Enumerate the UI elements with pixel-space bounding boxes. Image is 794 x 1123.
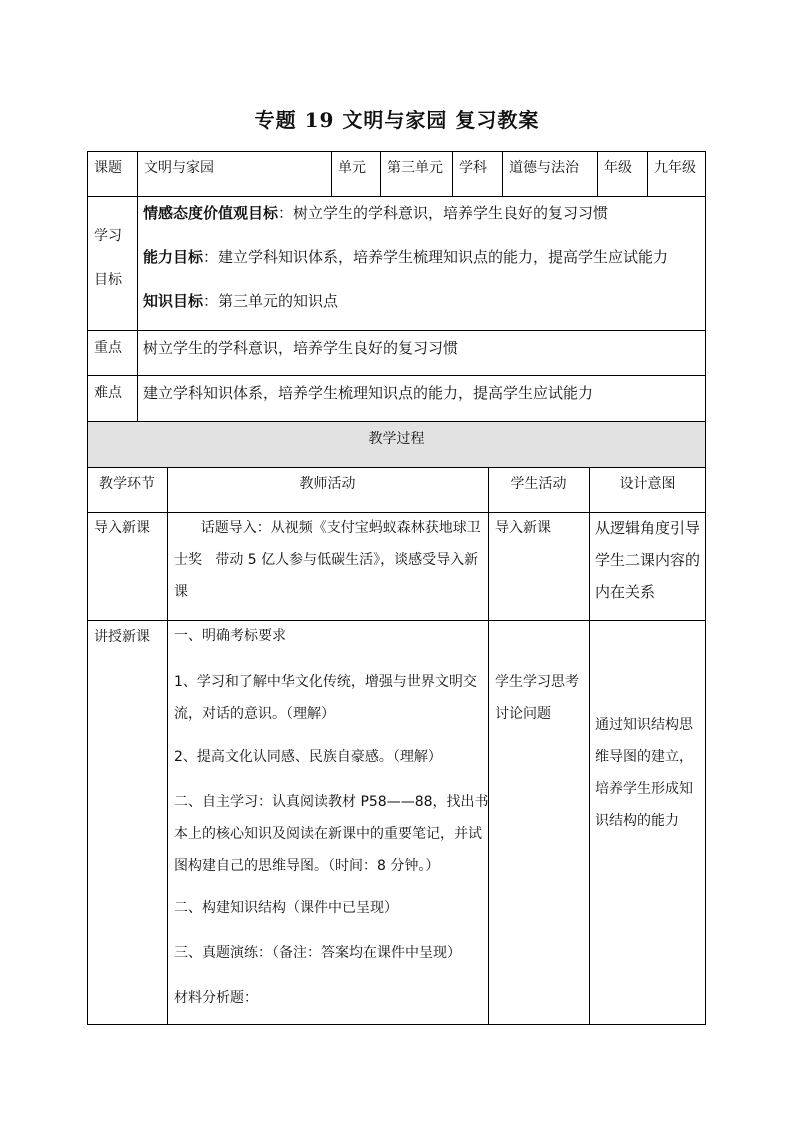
- lecture-intent-line: 培养学生形成知: [595, 781, 693, 797]
- table-border: [705, 151, 706, 1025]
- intro-student: 导入新课: [495, 520, 551, 536]
- lecture-teacher-line: 1、学习和了解中华文化传统，增强与世界文明交: [174, 674, 477, 690]
- lecture-teacher-line: 二、构建知识结构（课件中已呈现）: [174, 900, 398, 916]
- lecture-intent-line: 识结构的能力: [595, 813, 679, 829]
- lecture-stage: 讲授新课: [94, 629, 150, 645]
- subject-label: 课题: [94, 160, 122, 176]
- unit-value: 第三单元: [387, 160, 443, 176]
- ability-objective: [143, 246, 668, 268]
- lecture-intent-line: 维导图的建立，: [595, 749, 693, 765]
- lecture-teacher-line: 二、自主学习：认真阅读教材 P58——88，找出书: [174, 794, 489, 810]
- lecture-teacher-line: 材料分析题：: [174, 990, 258, 1006]
- grade-value: 九年级: [654, 160, 696, 176]
- lecture-teacher-line: 流，对话的意识。（理解）: [174, 706, 335, 722]
- intro-intent-line: 内在关系: [595, 583, 656, 601]
- lecture-teacher-line: 本上的核心知识及阅读在新课中的重要笔记，并试: [174, 826, 482, 842]
- difficulty-text: 建立学科知识体系，培养学生梳理知识点的能力，提高学生应试能力: [143, 384, 594, 402]
- lecture-teacher-line: 2、提高文化认同感、民族自豪感。（理解）: [174, 749, 442, 765]
- lecture-student-line: 学生学习思考: [495, 674, 579, 690]
- column-header-intent: 设计意图: [619, 476, 676, 492]
- subject-value: 文明与家园: [144, 160, 214, 176]
- lecture-teacher-line: 图构建自己的思维导图。（时间：8 分钟。）: [174, 858, 440, 874]
- objectives-label-2: 目标: [94, 272, 122, 288]
- intro-intent-line: 从逻辑角度引导: [595, 519, 701, 537]
- lecture-intent-line: 通过知识结构思: [595, 717, 693, 733]
- knowledge-objective-label: 知识目标: [143, 292, 204, 310]
- table-border: [87, 421, 706, 422]
- column-header-stage: 教学环节: [99, 476, 155, 492]
- table-border: [488, 467, 489, 1024]
- column-header-teacher: 教师活动: [299, 476, 356, 492]
- table-border: [87, 467, 706, 468]
- column-header-student: 学生活动: [510, 476, 567, 492]
- grade-label: 年级: [604, 160, 632, 176]
- intro-teacher-line: 士奖 带动 5 亿人参与低碳生活》，谈感受导入新: [174, 552, 479, 568]
- intro-stage: 导入新课: [94, 520, 150, 536]
- intro-teacher-line: 话题导入：从视频《支付宝蚂蚁森林获地球卫: [174, 520, 481, 536]
- emotion-objective-text: ：树立学生的学科意识，培养学生良好的复习习惯: [278, 204, 609, 222]
- ability-objective-text: ：建立学科知识体系，培养学生梳理知识点的能力，提高学生应试能力: [203, 248, 669, 266]
- lecture-student-line: 讨论问题: [495, 706, 551, 722]
- intro-teacher-line: 课: [174, 584, 188, 600]
- table-border: [589, 467, 590, 1024]
- table-border: [137, 151, 138, 421]
- discipline-value: 道德与法治: [509, 160, 579, 176]
- process-header: 教学过程: [368, 431, 425, 447]
- lecture-teacher-line: 三、真题演练：（备注：答案均在课件中呈现）: [174, 945, 461, 961]
- table-border: [87, 375, 706, 376]
- emotion-objective: [143, 202, 608, 224]
- knowledge-objective-text: ：第三单元的知识点: [203, 292, 339, 310]
- table-border: [87, 1024, 706, 1025]
- page-title: 专题 19 文明与家园 复习教案: [254, 108, 540, 132]
- table-border: [87, 151, 706, 152]
- unit-label: 单元: [338, 160, 366, 176]
- difficulty-label: 难点: [94, 385, 122, 401]
- table-border: [87, 330, 706, 331]
- intro-intent-line: 学生二课内容的: [595, 551, 701, 569]
- discipline-label: 学科: [459, 160, 487, 176]
- knowledge-objective: [143, 290, 338, 312]
- table-border: [87, 196, 706, 197]
- ability-objective-label: 能力目标: [143, 248, 204, 266]
- objectives-label-1: 学习: [94, 228, 122, 244]
- emotion-objective-label: 情感态度价值观目标: [143, 204, 279, 222]
- key-point-label: 重点: [94, 340, 122, 356]
- key-point-text: 树立学生的学科意识，培养学生良好的复习习惯: [143, 339, 459, 357]
- table-border: [167, 467, 168, 1024]
- lecture-teacher-line: 一、明确考标要求: [174, 628, 286, 644]
